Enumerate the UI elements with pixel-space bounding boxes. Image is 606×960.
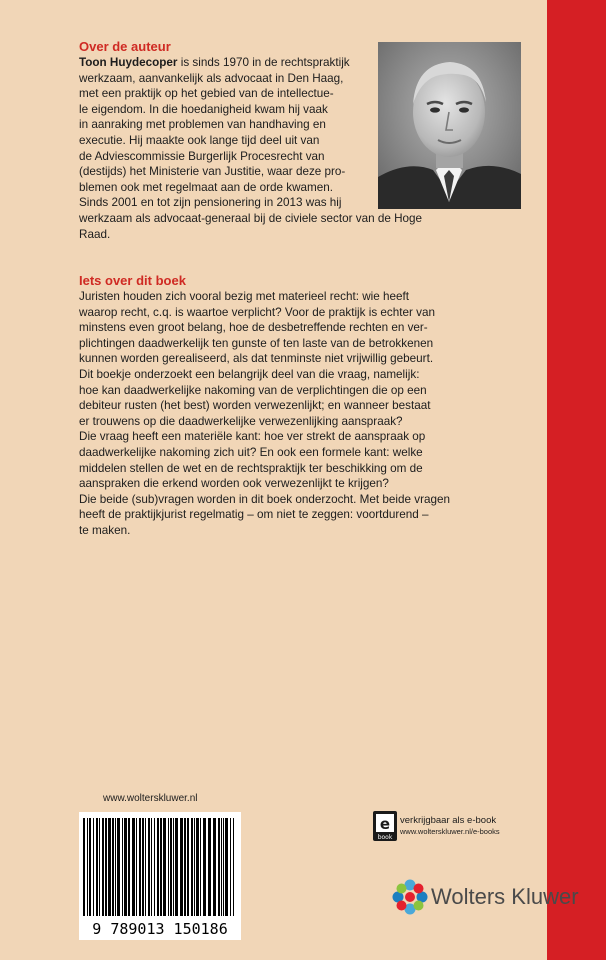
ebook-badge-letter: e: [379, 815, 391, 833]
book-line: debiteur rusten (het best) worden verwezenlijkt; en wanneer bestaat: [79, 399, 431, 413]
about-author-text: [79, 55, 422, 242]
ebook-line1: verkrijgbaar als e-book: [400, 815, 497, 826]
book-line: daadwerkelijke nakoming zich uit? En ook een formele kant: welke: [79, 445, 423, 459]
author-line: met een praktijk op het gebied van de intellectue-: [79, 87, 334, 101]
book-line: heeft de praktijkjurist regelmatig – om niet te zeggen: voortdurend –: [79, 508, 429, 522]
barcode: [79, 812, 241, 940]
book-line: Die beide (sub)vragen worden in dit boek onderzocht. Met beide vragen: [79, 492, 450, 506]
publisher-website: www.wolterskluwer.nl: [103, 793, 198, 804]
about-book-text: [79, 289, 450, 539]
book-line: Dit boekje onderzoekt een belangrijk deel van die vraag, namelijk:: [79, 367, 420, 381]
author-line: (destijds) het Ministerie van Justitie, waar deze pro-: [79, 165, 346, 179]
ebook-line2: www.wolterskluwer.nl/e-books: [400, 827, 500, 836]
barcode-number: 9 789013 150186: [92, 920, 228, 938]
author-line: executie. Hij maakte ook lange tijd deel uit van: [79, 133, 320, 147]
red-spine-bar: [547, 0, 606, 960]
about-author-heading: Over de auteur: [79, 39, 171, 54]
wolters-kluwer-icon: [391, 878, 429, 916]
book-line: waarop recht, c.q. is waartoe verplicht? Voor de praktijk is echter van: [79, 305, 435, 319]
author-first-line: is sinds 1970 in de rechtspraktijk: [177, 56, 350, 69]
author-line: Sinds 2001 en tot zijn pensionering in 2013 was hij: [79, 196, 342, 210]
book-line: hoe kan daadwerkelijke nakoming van de verplichtingen die op een: [79, 383, 427, 397]
ebook-badge-word: book: [377, 834, 393, 841]
book-line: er trouwens op die daadwerkelijke verwezenlijking aanspraak?: [79, 414, 403, 428]
author-name: Toon Huydecoper: [79, 56, 178, 69]
book-line: plichtingen daadwerkelijk ten gunste of ten laste van de betrokkenen: [79, 336, 434, 350]
author-portrait-icon: [378, 42, 521, 209]
author-line: de Adviescommissie Burgerlijk Procesrecht van: [79, 149, 325, 163]
author-photo: [378, 42, 521, 209]
book-line: Die vraag heeft een materiële kant: hoe ver strekt de aanspraak op: [79, 430, 426, 444]
book-line: middelen stellen de wet en de rechtspraktijk ter beschikking om de: [79, 461, 423, 475]
author-line: in aanraking met problemen van handhaving en: [79, 118, 326, 132]
book-line: te maken.: [79, 523, 131, 537]
book-line: Juristen houden zich vooral bezig met materieel recht: wie heeft: [79, 290, 410, 303]
author-line: werkzaam, aanvankelijk als advocaat in Den Haag,: [79, 71, 344, 85]
author-line: le eigendom. In die hoedanigheid kwam hij vaak: [79, 102, 328, 116]
barcode-bars-icon: [79, 812, 241, 940]
author-line: Raad.: [79, 227, 111, 241]
book-line: minstens even groot belang, hoe de desbetreffende rechten en ver-: [79, 321, 428, 335]
wolters-kluwer-wordmark: Wolters Kluwer: [431, 884, 579, 909]
author-line: werkzaam als advocaat-generaal bij de civiele sector van de Hoge: [79, 211, 423, 225]
about-book-heading: Iets over dit boek: [79, 273, 186, 288]
author-line: blemen ook met regelmaat aan de orde kwamen.: [79, 180, 334, 194]
book-line: kunnen worden gerealiseerd, als dat tenminste niet vrijwillig gebeurt.: [79, 352, 434, 366]
ebook-icon: [373, 811, 397, 841]
book-line: aanspraken die erkend worden ook verwezenlijkt te krijgen?: [79, 477, 389, 491]
